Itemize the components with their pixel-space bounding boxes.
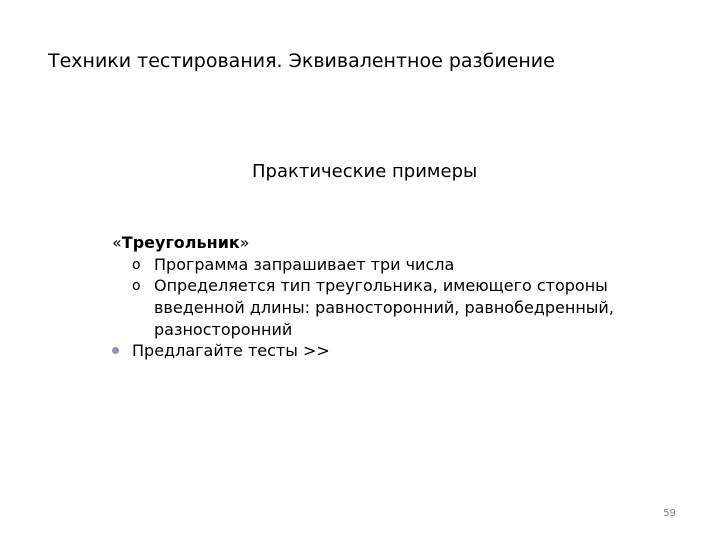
- bullet-item: [112, 340, 632, 362]
- bullet-dot-icon: [112, 347, 119, 354]
- circle-marker-icon: o: [132, 278, 141, 294]
- slide-subtitle: Практические примеры: [252, 161, 478, 182]
- page-number: 59: [663, 508, 676, 519]
- bullet-item-text: Предлагайте тесты >>: [132, 341, 330, 360]
- close-quote: »: [239, 233, 250, 252]
- open-quote: «: [112, 233, 122, 252]
- sub-list-item: [112, 254, 632, 276]
- section-heading-text: Треугольник: [121, 233, 240, 252]
- slide-content: [112, 232, 632, 362]
- sub-item-text: Определяется тип треугольника, имеющего стороны введенной длины: равносторонний, равнобедренный, разносторонний: [154, 276, 614, 339]
- sub-item-text: Программа запрашивает три числа: [154, 255, 455, 274]
- slide-title: Техники тестирования. Эквивалентное разбиение: [48, 50, 555, 72]
- circle-marker-icon: o: [132, 257, 141, 273]
- section-heading: [112, 232, 632, 254]
- sub-list-item: [112, 275, 632, 341]
- sub-list: [112, 254, 632, 341]
